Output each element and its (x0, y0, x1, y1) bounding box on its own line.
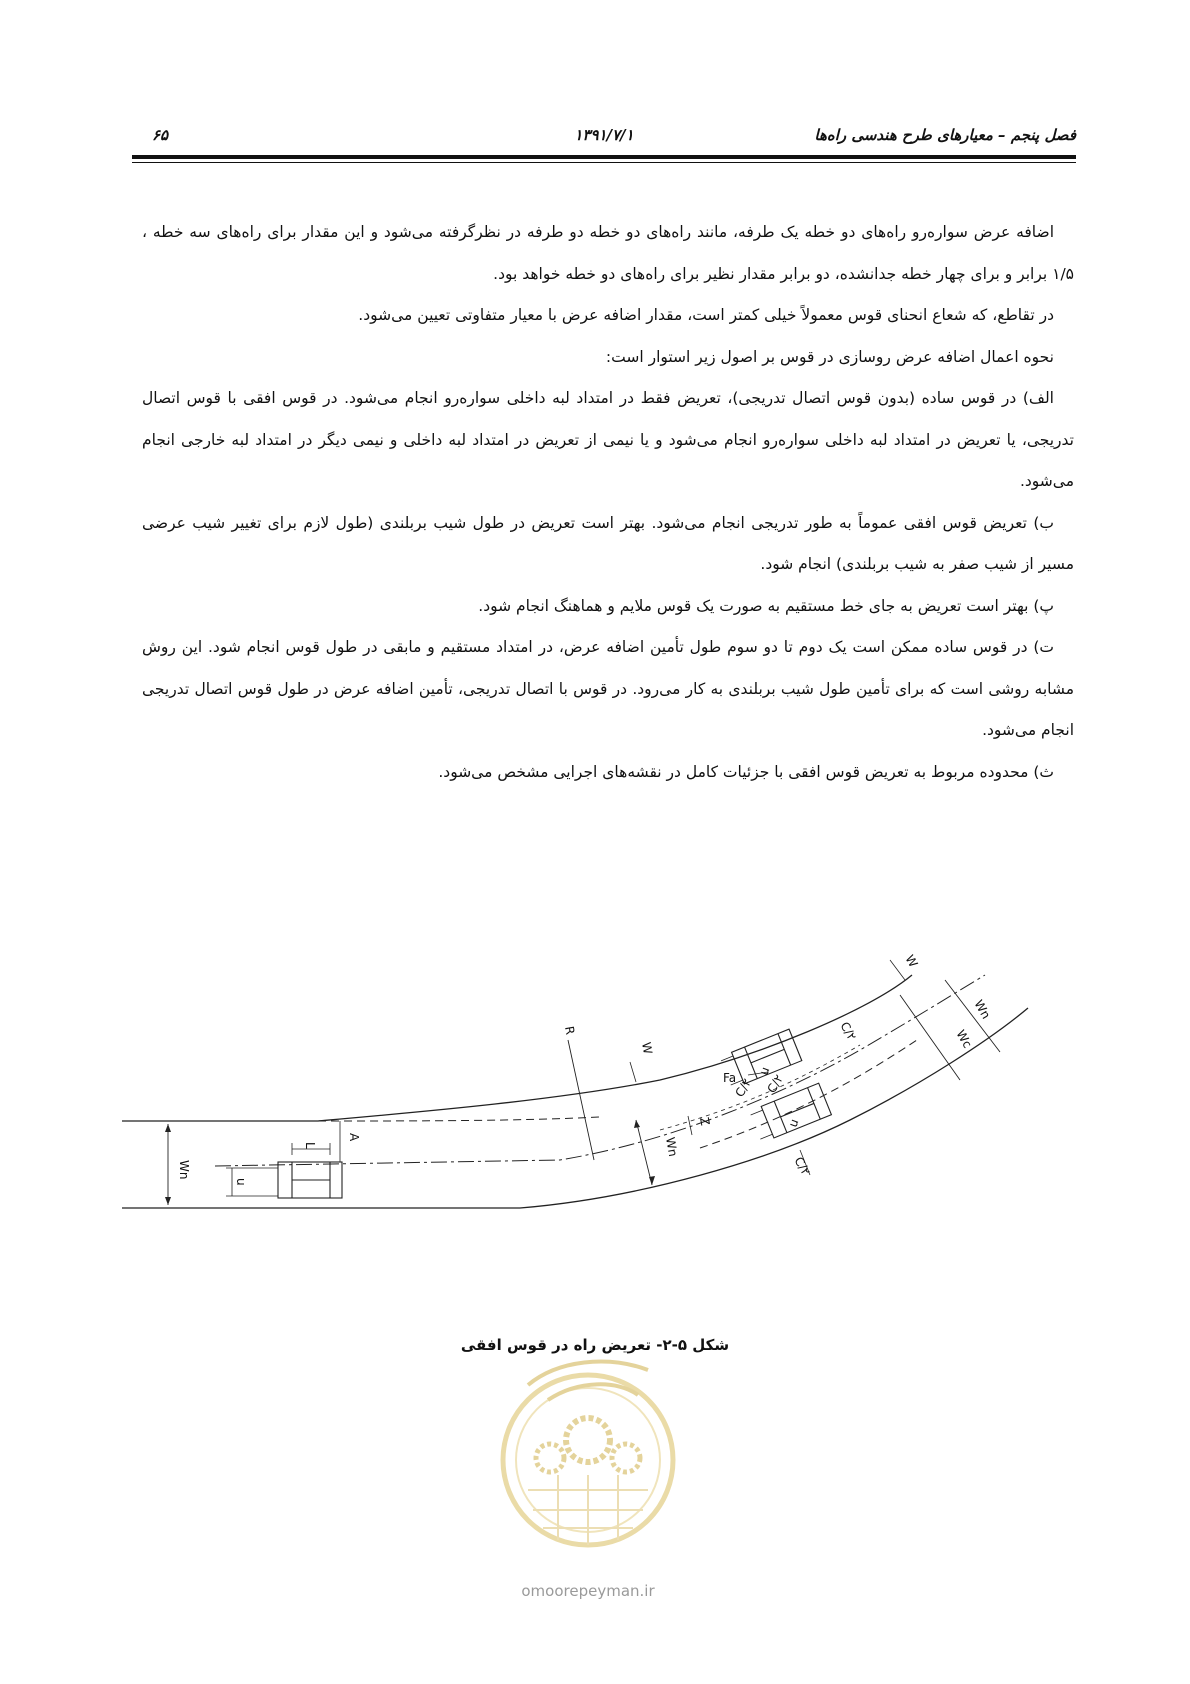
paragraph: ث) محدوده مربوط به تعریض قوس افقی با جزئیات کامل در نقشه‌های اجرایی مشخص می‌شود. (438, 762, 1054, 781)
watermark-site: omoorepeyman.ir (521, 1582, 655, 1600)
z-dimension (688, 1116, 692, 1135)
paragraph: الف) در قوس ساده (بدون قوس اتصال تدریجی)، تعریض فقط در امتداد لبه داخلی سواره‌رو انجام می‌شود. در قوس افقی با قوس اتصال تدریجی، یا تعریض در امتداد لبه داخلی سواره‌رو انجام می‌شود و یا نیمی از تعریض در امتداد لبه داخلی و نیمی دیگر در امتداد لبه خارجی انجام می‌شود. (142, 389, 1074, 490)
label-c2-mid-a: C/۲ (732, 1076, 755, 1100)
paragraph: پ) بهتر است تعریض به جای خط مستقیم به صورت یک قوس ملایم و هماهنگ انجام شود. (478, 596, 1054, 615)
header-rule-thin (132, 162, 1076, 163)
figure-caption: شکل ۵-۲- تعریض راه در قوس افقی (460, 1336, 730, 1354)
label-l: L (303, 1142, 317, 1149)
wc-dimension (900, 995, 960, 1080)
radius-line (568, 1040, 594, 1160)
label-c2-top: C/۲ (837, 1019, 859, 1043)
wn-mid-dimension (636, 1120, 652, 1185)
road-widening-diagram (0, 950, 1190, 1300)
paragraph: ب) تعریض قوس افقی عموماً به طور تدریجی انجام می‌شود. بهتر است تعریض در طول شیب بربلندی (طول لازم برای تغییر شیب عرضی مسیر از شیب صفر به شیب بربلندی) انجام شود. (142, 513, 1074, 573)
label-a: A (347, 1133, 361, 1142)
paragraph: اضافه عرض سواره‌رو راه‌های دو خطه یک طرفه، مانند راه‌های دو خطه دو طرفه در نظرگرفته می‌شود و این مقدار برای راه‌های سه خطه ، ۱/۵ برابر و برای چهار خطه جدانشده، دو برابر مقدار نظیر برای راه‌های دو خطه خواهد بود. (142, 223, 1074, 283)
page-header (132, 126, 1076, 148)
header-date: ۱۳۹۱/۷/۱ (574, 126, 634, 144)
paragraph: ت) در قوس ساده ممکن است یک دوم تا دو سوم طول تأمین اضافه عرض، در امتداد مستقیم و مابقی در طول قوس انجام شود. این روش مشابه روشی است که برای تأمین طول شیب بربلندی به کار می‌رود. در قوس با اتصال تدریجی، تأمین اضافه عرض در طول قوس اتصال تدریجی انجام می‌شود. (142, 638, 1074, 739)
center-line (215, 975, 985, 1166)
label-wn-top: Wn (971, 997, 994, 1022)
paragraph: در تقاطع، که شعاع انحنای قوس معمولاً خیلی کمتر است، مقدار اضافه عرض با معیار متفاوتی تعیین می‌شود. (358, 306, 1054, 324)
label-wn-left: Wn (177, 1160, 191, 1180)
label-u-left: u (234, 1178, 248, 1186)
w-mid-dimension (630, 1062, 636, 1082)
label-wn-mid: Wn (663, 1136, 681, 1158)
road-lower-edge (122, 1008, 1028, 1208)
label-w-top: W (902, 952, 921, 970)
page-number: ۶۵ (152, 126, 169, 144)
label-r: R (562, 1025, 578, 1036)
lane-guide-dashed-2 (660, 1045, 860, 1130)
label-w-mid: W (639, 1041, 655, 1056)
label-z: Z (697, 1116, 713, 1127)
label-u-mid: u (756, 1065, 773, 1078)
header-rule-thick (132, 155, 1076, 159)
label-wc: Wc (953, 1027, 975, 1051)
chapter-title: فصل پنجم – معیارهای طرح هندسی راه‌ها (814, 126, 1076, 144)
w-top-dimension (890, 960, 905, 980)
label-c2-bottom: C/۲ (791, 1154, 813, 1178)
label-fa: Fa (723, 1071, 737, 1085)
label-c2-mid-b: C/۲ (764, 1072, 787, 1096)
body-text (142, 212, 1074, 793)
label-u-lower: u (785, 1117, 802, 1130)
road-upper-edge (122, 975, 912, 1121)
paragraph: نحوه اعمال اضافه عرض روسازی در قوس بر اصول زیر استوار است: (605, 347, 1054, 366)
watermark-seal-icon (488, 1340, 688, 1570)
